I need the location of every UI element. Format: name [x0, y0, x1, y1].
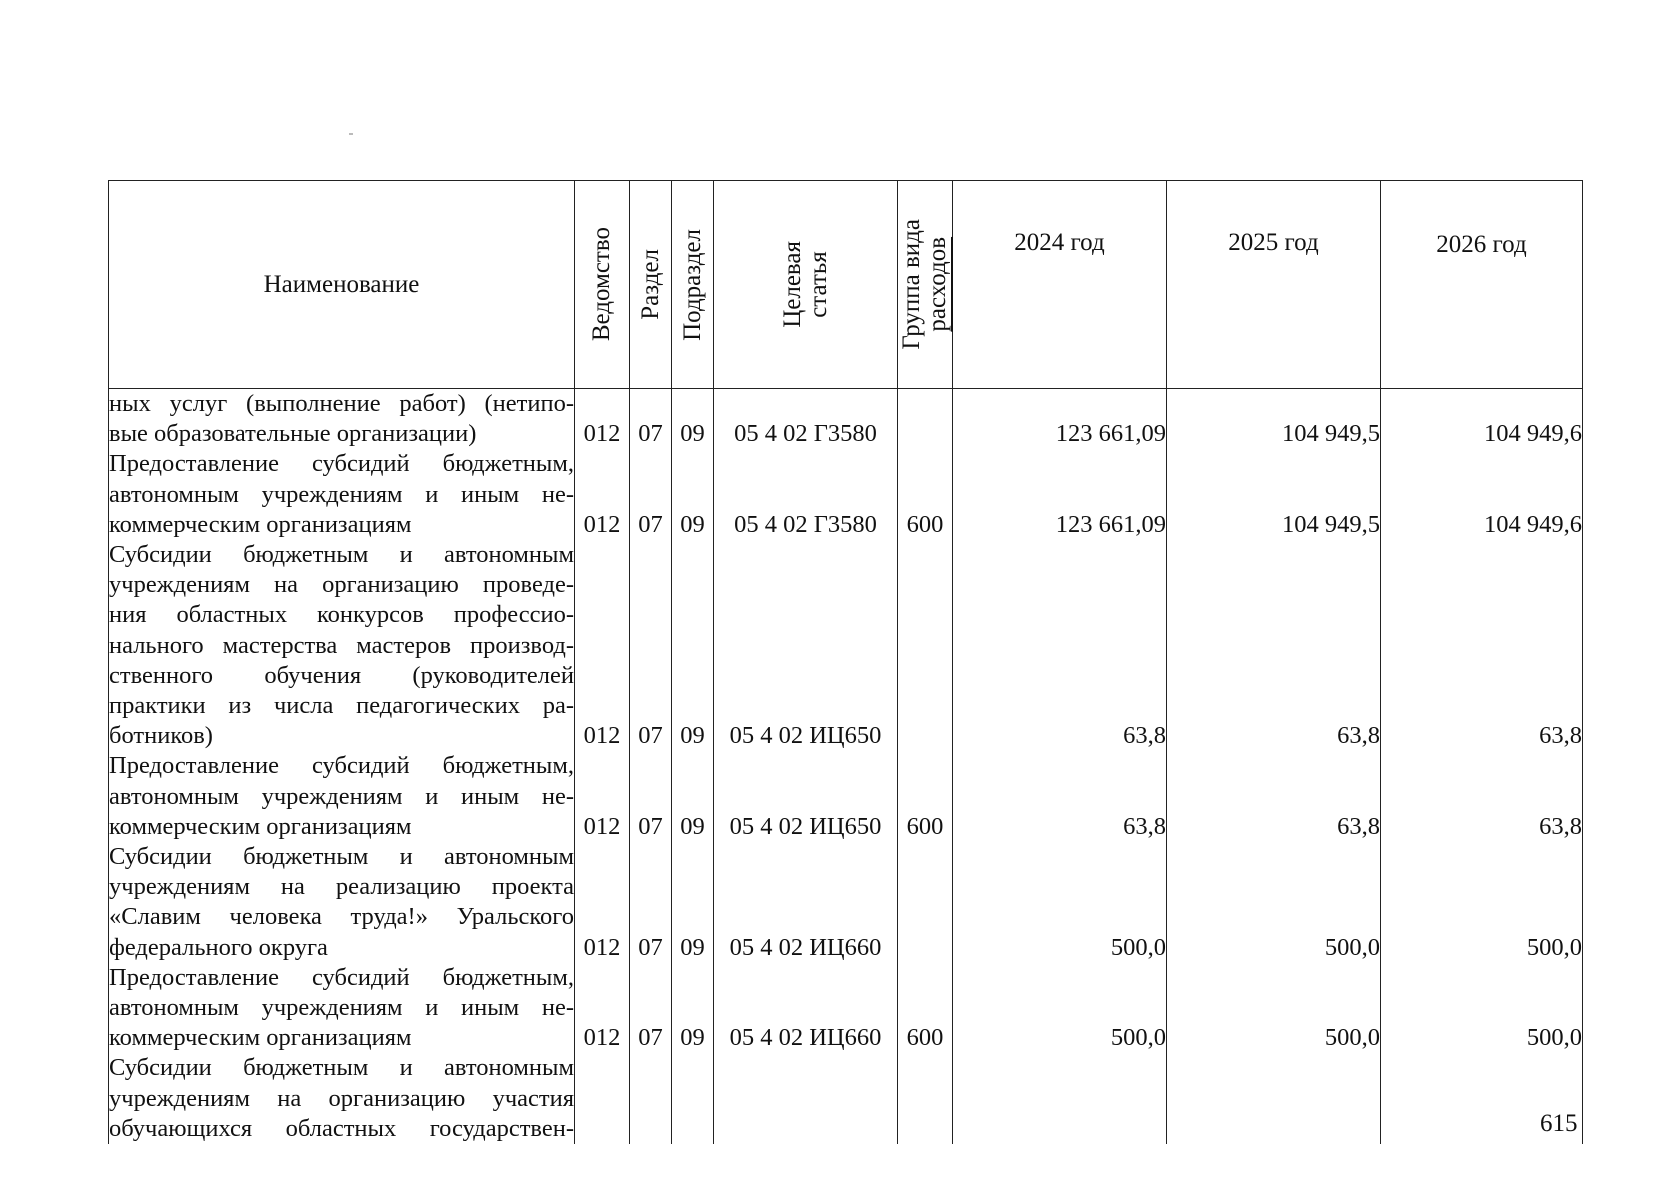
row-amount-2025: 104 949,5: [1167, 449, 1381, 540]
table-row: [109, 751, 1583, 842]
row-name-line: федерального округа: [109, 933, 328, 961]
row-expense-group: 600: [898, 449, 953, 540]
row-amount-2024: 63,8: [953, 751, 1167, 842]
row-amount-2026: 104 949,6: [1381, 389, 1583, 450]
row-target-article: 05 4 02 Г3580: [714, 389, 898, 450]
row-amount-2024: 500,0: [953, 842, 1167, 963]
row-name-line: коммерческим организациям: [109, 510, 412, 538]
header-name: Наименование: [109, 181, 575, 389]
header-year-2025: 2025 год: [1167, 181, 1381, 389]
row-name: [109, 540, 575, 751]
header-department: Ведомство: [575, 181, 630, 389]
row-name-line: Предоставление субсидий бюджетным,: [109, 450, 574, 478]
table-row: [109, 540, 1583, 751]
row-expense-group: 600: [898, 751, 953, 842]
row-expense-group: [898, 540, 953, 751]
row-name: [109, 751, 575, 842]
row-amount-2024: 123 661,09: [953, 449, 1167, 540]
header-expense-group: Группа вида расходов: [898, 181, 953, 389]
header-target-article: Целевая статья: [714, 181, 898, 389]
header-year-2026: 2026 год: [1381, 181, 1583, 389]
row-name: [109, 1053, 575, 1144]
row-amount-2024: 63,8: [953, 540, 1167, 751]
row-subsection: 09: [672, 449, 714, 540]
row-subsection: 09: [672, 963, 714, 1054]
row-target-article: 05 4 02 ИЦ650: [714, 540, 898, 751]
scan-speck: [349, 133, 353, 135]
row-name-line: Субсидии бюджетным и автономным: [109, 843, 574, 871]
row-name-line: практики из числа педагогических ра-: [109, 692, 574, 720]
row-amount-2025: 500,0: [1167, 963, 1381, 1054]
row-name-line: ния областных конкурсов профессио-: [109, 601, 574, 629]
row-section: 07: [630, 963, 672, 1054]
row-expense-group: [898, 842, 953, 963]
row-target-article: 05 4 02 Г3580: [714, 449, 898, 540]
row-amount-2025: [1167, 1053, 1381, 1144]
row-name-line: коммерческим организациям: [109, 1024, 412, 1052]
row-subsection: 09: [672, 842, 714, 963]
row-section: 07: [630, 842, 672, 963]
table-row: [109, 389, 1583, 450]
row-name-line: ботников): [109, 722, 213, 750]
row-section: 07: [630, 540, 672, 751]
row-name-line: коммерческим организациям: [109, 812, 412, 840]
row-department: [575, 1053, 630, 1144]
row-expense-group: [898, 389, 953, 450]
row-name-line: ных услуг (выполнение работ) (нетипо-: [109, 390, 574, 417]
row-target-article: [714, 1053, 898, 1144]
table-row: [109, 1053, 1583, 1144]
row-amount-2026: 63,8: [1381, 540, 1583, 751]
row-department: 012: [575, 963, 630, 1054]
budget-table: [108, 180, 1583, 1144]
table-body: [109, 389, 1583, 1145]
row-name-line: ственного обучения (руководителей: [109, 661, 574, 689]
row-department: 012: [575, 540, 630, 751]
row-amount-2024: [953, 1053, 1167, 1144]
row-amount-2024: 123 661,09: [953, 389, 1167, 450]
row-amount-2024: 500,0: [953, 963, 1167, 1054]
row-subsection: 09: [672, 751, 714, 842]
row-expense-group: 600: [898, 963, 953, 1054]
row-name-line: учреждениям на организацию участия: [109, 1084, 574, 1112]
row-amount-2026: 104 949,6: [1381, 449, 1583, 540]
row-name-line: Предоставление субсидий бюджетным,: [109, 963, 574, 991]
row-amount-2025: 63,8: [1167, 751, 1381, 842]
row-name-line: автономным учреждениям и иным не-: [109, 994, 574, 1022]
row-name: [109, 963, 575, 1054]
row-name-line: автономным учреждениям и иным не-: [109, 782, 574, 810]
row-department: 012: [575, 389, 630, 450]
row-amount-2025: 104 949,5: [1167, 389, 1381, 450]
row-section: 07: [630, 389, 672, 450]
row-amount-2026: 63,8: [1381, 751, 1583, 842]
row-name-line: «Славим человека труда!» Уральского: [109, 903, 574, 931]
row-subsection: [672, 1053, 714, 1144]
row-department: 012: [575, 449, 630, 540]
header-subsection: Подраздел: [672, 181, 714, 389]
row-target-article: 05 4 02 ИЦ660: [714, 842, 898, 963]
row-expense-group: [898, 1053, 953, 1144]
row-amount-2025: 500,0: [1167, 842, 1381, 963]
header-year-2024: 2024 год: [953, 181, 1167, 389]
row-amount-2025: 63,8: [1167, 540, 1381, 751]
row-name-line: Субсидии бюджетным и автономным: [109, 541, 574, 569]
row-name: [109, 449, 575, 540]
row-section: [630, 1053, 672, 1144]
row-name-line: Субсидии бюджетным и автономным: [109, 1054, 574, 1082]
row-department: 012: [575, 842, 630, 963]
row-name-line: обучающихся областных государствен-: [109, 1114, 574, 1142]
row-name-line: учреждениям на реализацию проекта: [109, 873, 574, 901]
table-row: [109, 449, 1583, 540]
row-section: 07: [630, 449, 672, 540]
row-target-article: 05 4 02 ИЦ650: [714, 751, 898, 842]
header-section: Раздел: [630, 181, 672, 389]
row-name: [109, 389, 575, 450]
row-target-article: 05 4 02 ИЦ660: [714, 963, 898, 1054]
row-name-line: вые образовательные организации): [109, 420, 477, 448]
table-header: [109, 181, 1583, 389]
table-row: [109, 963, 1583, 1054]
row-name-line: нального мастерства мастеров производ-: [109, 631, 574, 659]
row-department: 012: [575, 751, 630, 842]
row-name-line: автономным учреждениям и иным не-: [109, 480, 574, 508]
row-name: [109, 842, 575, 963]
row-name-line: Предоставление субсидий бюджетным,: [109, 752, 574, 780]
row-subsection: 09: [672, 540, 714, 751]
row-section: 07: [630, 751, 672, 842]
table-row: [109, 842, 1583, 963]
row-amount-2026: 500,0: [1381, 842, 1583, 963]
page-number: 615: [1540, 1110, 1578, 1137]
row-amount-2026: 500,0: [1381, 963, 1583, 1054]
row-name-line: учреждениям на организацию проведе-: [109, 571, 574, 599]
row-subsection: 09: [672, 389, 714, 450]
